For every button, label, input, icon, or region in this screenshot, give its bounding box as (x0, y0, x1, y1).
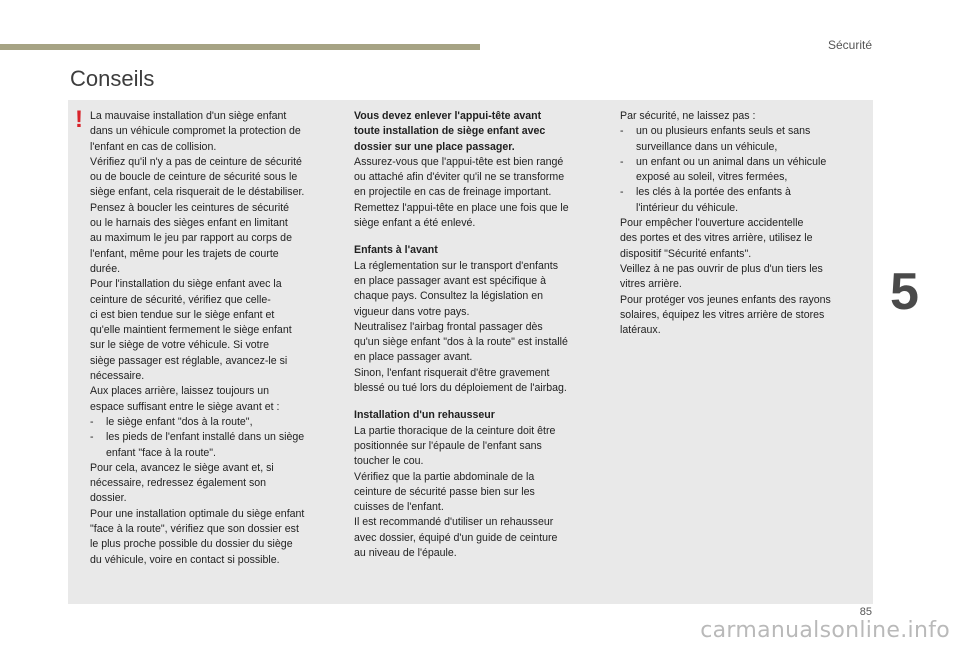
block-heading: Installation d'un rehausseur (354, 409, 495, 422)
block-heading: toute installation de siège enfant avec (354, 125, 546, 138)
text-line: Pour l'installation du siège enfant avec la (90, 278, 282, 291)
text-line: au maximum le jeu par rapport au corps de (90, 232, 292, 245)
list-item-text (106, 415, 342, 430)
intro-line: Par sécurité, ne laissez pas : (620, 110, 756, 122)
text-line: les pieds de l'enfant installé dans un siège (106, 431, 305, 444)
text-line: solaires, équipez les vitres arrière de stores (620, 308, 825, 321)
text-line: qu'elle maintient fermement le siège enfant (90, 324, 292, 337)
text-line: Pour protéger vos jeunes enfants des rayons (620, 293, 831, 306)
text-line: blessé ou tué lors du déploiement de l'airbag. (354, 382, 567, 395)
text-line: dossier. (90, 492, 127, 505)
block-heading: Enfants à l'avant (354, 244, 438, 257)
text-line: en place passager avant. (354, 351, 473, 364)
list-item-text (106, 430, 342, 461)
text-line: sur le siège de votre véhicule. Si votre (90, 339, 270, 352)
column-2 (354, 109, 609, 561)
column-3 (620, 109, 865, 338)
text-line: en projectile en cas de freinage important. (354, 186, 552, 199)
list-dash: - (90, 415, 94, 428)
text-line: l'intérieur du véhicule. (636, 201, 739, 214)
text-line: ou de boucle de ceinture de sécurité sous le (90, 171, 298, 184)
text-line: siège enfant a été enlevé. (354, 217, 476, 230)
chapter-number: 5 (890, 263, 919, 321)
list-item-text (636, 124, 865, 155)
text-line: Assurez-vous que l'appui-tête est bien rangé (354, 155, 564, 168)
text-line: Sinon, l'enfant risquerait d'être gravement (354, 366, 550, 379)
block-heading: Vous devez enlever l'appui-tête avant (354, 110, 542, 122)
text-line: du véhicule, voire en contact si possible. (90, 553, 280, 566)
text-line: en place passager avant est spécifique à (354, 274, 546, 287)
spacer (354, 231, 609, 243)
section-label: Sécurité (827, 38, 872, 52)
text-line: espace suffisant entre le siège avant et : (90, 400, 280, 413)
list-dash: - (90, 431, 94, 444)
text-line: vigueur dans votre pays. (354, 305, 470, 318)
text-line: positionnée sur l'épaule de l'enfant sans (354, 439, 542, 452)
text-line: La mauvaise installation d'un siège enfant (90, 110, 287, 122)
text-line: un ou plusieurs enfants seuls et sans (636, 125, 811, 138)
text-line: enfant "face à la route". (106, 446, 216, 459)
list-item (620, 155, 865, 186)
text-line: dispositif "Sécurité enfants". (620, 247, 752, 260)
column-1 (90, 109, 342, 568)
text-line: l'enfant, même pour les trajets de courte (90, 247, 279, 260)
text-line: cuisses de l'enfant. (354, 501, 444, 514)
text-line: l'enfant en cas de collision. (90, 140, 217, 153)
page-number: 85 (859, 606, 872, 618)
list-dash: - (620, 186, 624, 199)
list-item (90, 430, 342, 461)
text-line: ou le harnais des sièges enfant en limitant (90, 217, 288, 230)
text-line: Vérifiez que la partie abdominale de la (354, 470, 535, 483)
text-line: qu'un siège enfant "dos à la route" est installé (354, 336, 568, 349)
list-item-text (636, 185, 865, 216)
text-line: chaque pays. Consultez la législation en (354, 290, 544, 303)
text-line: dans un véhicule compromet la protection de (90, 125, 301, 138)
text-line: siège passager est réglable, avancez-le si (90, 354, 288, 367)
text-line: La réglementation sur le transport d'enfants (354, 259, 559, 272)
list-item-text (636, 155, 865, 186)
text-line: ou attaché afin d'éviter qu'il ne se transforme (354, 171, 565, 184)
text-line: Aux places arrière, laissez toujours un (90, 385, 270, 398)
list-item (620, 124, 865, 155)
text-line: "face à la route", vérifiez que son dossier est (90, 523, 299, 536)
text-line: latéraux. (620, 324, 661, 337)
text-line: Veillez à ne pas ouvrir de plus d'un tiers les (620, 262, 823, 275)
text-line: ci est bien tendue sur le siège enfant et (90, 308, 275, 321)
text-line: Pour empêcher l'ouverture accidentelle (620, 217, 804, 230)
text-line: Remettez l'appui-tête en place une fois que le (354, 201, 569, 214)
text-line: Pour cela, avancez le siège avant et, si (90, 461, 274, 474)
exclamation-icon: ! (75, 106, 83, 133)
text-line: La partie thoracique de la ceinture doit être (354, 424, 556, 437)
text-line: ceinture de sécurité, vérifiez que celle- (90, 293, 271, 306)
text-line: Vérifiez qu'il n'y a pas de ceinture de sécurité (90, 155, 302, 168)
list-dash: - (620, 125, 624, 138)
text-line: au niveau de l'épaule. (354, 547, 457, 560)
text-line: Il est recommandé d'utiliser un rehausseur (354, 516, 554, 529)
block-heading: dossier sur une place passager. (354, 140, 515, 153)
text-line: siège enfant, cela risquerait de le déstabiliser. (90, 186, 305, 199)
text-line: le siège enfant "dos à la route", (106, 415, 253, 428)
text-line: vitres arrière. (620, 278, 682, 291)
text-line: durée. (90, 262, 121, 275)
list-item (620, 185, 865, 216)
text-line: les clés à la portée des enfants à (636, 186, 791, 199)
text-line: Neutralisez l'airbag frontal passager dès (354, 320, 543, 333)
text-line: ceinture de sécurité passe bien sur les (354, 485, 535, 498)
text-line: exposé au soleil, vitres fermées, (636, 171, 788, 184)
text-line: toucher le cou. (354, 455, 424, 468)
header-accent-bar (0, 44, 480, 50)
text-line: Pour une installation optimale du siège enfant (90, 507, 305, 520)
text-line: surveillance dans un véhicule, (636, 140, 778, 153)
text-line: des portes et des vitres arrière, utilisez le (620, 232, 813, 245)
text-line: Pensez à boucler les ceintures de sécurité (90, 201, 290, 214)
watermark: carmanualsonline.info (700, 618, 950, 643)
text-line: avec dossier, équipé d'un guide de ceinture (354, 531, 558, 544)
text-line: nécessaire, redressez également son (90, 477, 267, 490)
list-dash: - (620, 155, 624, 168)
page-title: Conseils (70, 66, 155, 91)
spacer (354, 396, 609, 408)
text-line: le plus proche possible du dossier du siège (90, 538, 293, 551)
list-item (90, 415, 342, 430)
text-line: un enfant ou un animal dans un véhicule (636, 155, 827, 168)
text-line: nécessaire. (90, 370, 145, 383)
